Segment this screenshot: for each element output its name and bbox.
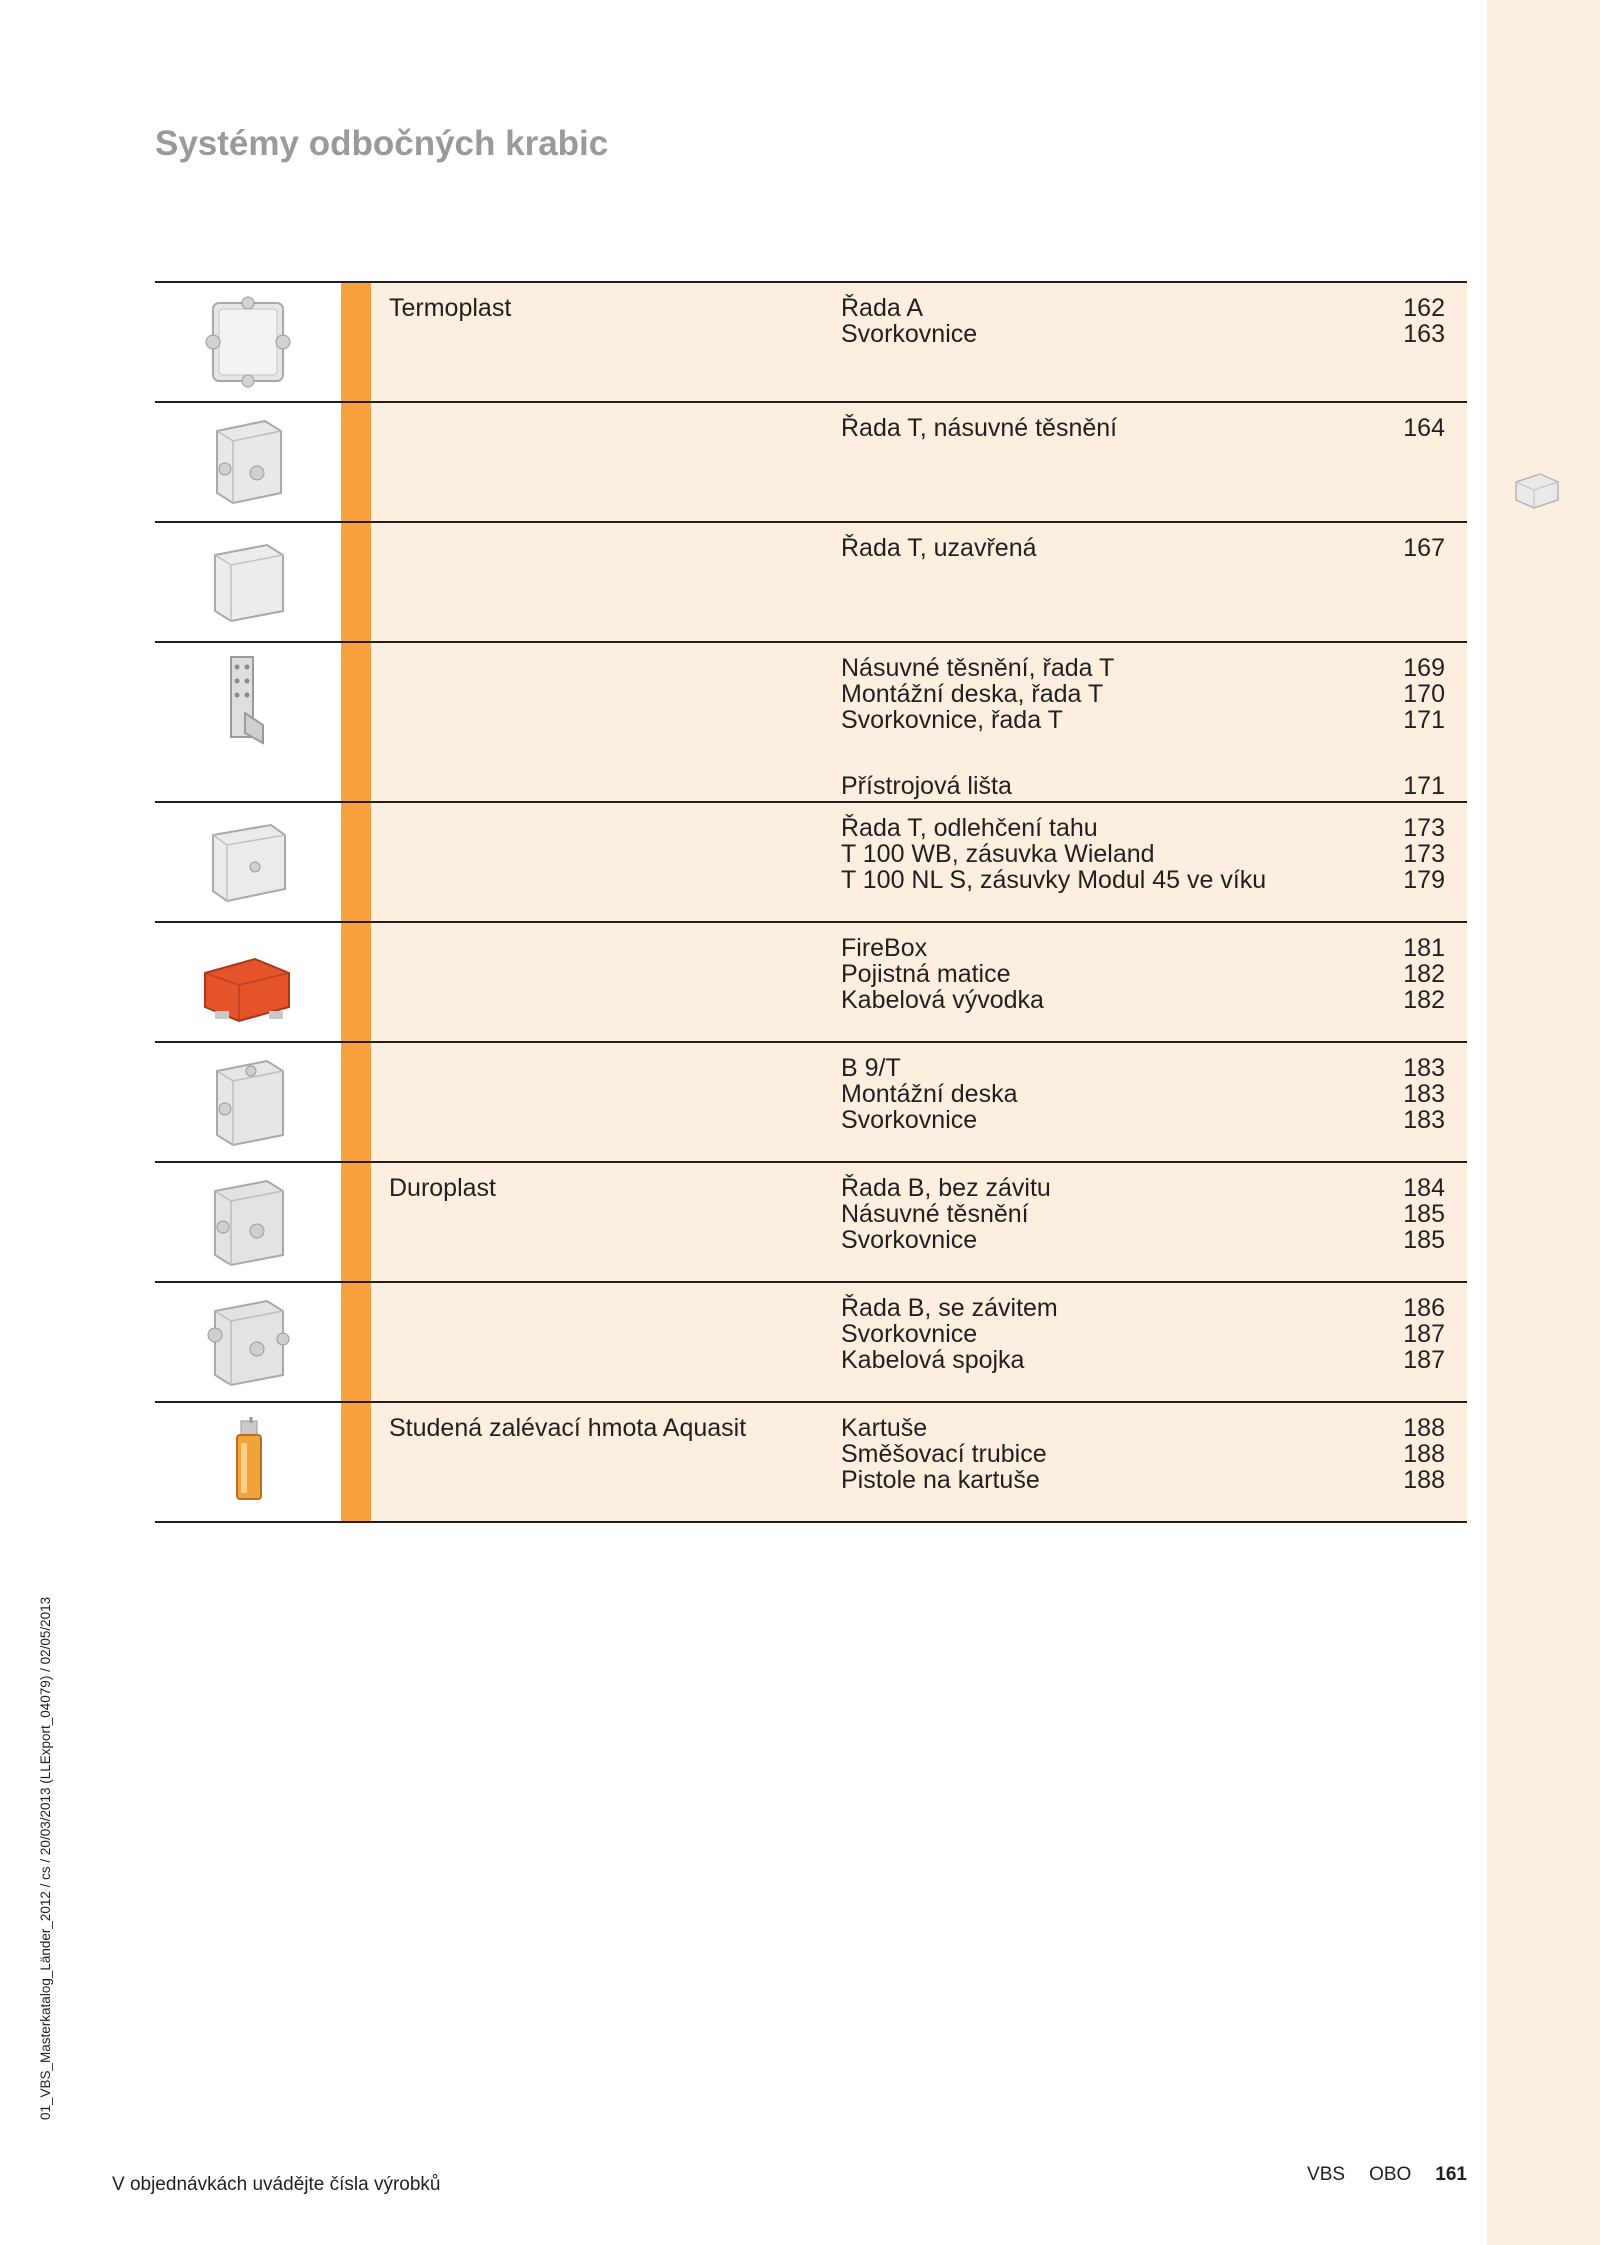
item-label: Násuvné těsnění, řada T [841, 654, 1115, 682]
item-page: 170 [1403, 680, 1445, 708]
item-label: Svorkovnice [841, 1226, 978, 1254]
grey-junction-box-b9-icon [185, 1053, 310, 1151]
table-row [155, 1041, 1467, 1161]
item-label: Kartuše [841, 1414, 928, 1442]
grey-junction-box-plug-seal-icon [185, 413, 310, 511]
list-item [841, 935, 1445, 961]
item-page: 185 [1403, 1200, 1445, 1228]
grey-junction-box-strain-relief-icon [185, 813, 310, 911]
list-item [841, 1175, 1445, 1201]
row-items [841, 655, 1445, 799]
table-row [155, 1161, 1467, 1281]
list-item [841, 1201, 1445, 1227]
item-page: 171 [1403, 706, 1445, 734]
table-row [155, 801, 1467, 921]
item-page: 179 [1403, 866, 1445, 894]
list-item [841, 655, 1445, 681]
table-row [155, 1401, 1467, 1523]
item-page: 187 [1403, 1346, 1445, 1374]
item-page: 182 [1403, 960, 1445, 988]
item-label: T 100 NL S, zásuvky Modul 45 ve víku [841, 866, 1267, 894]
row-items [841, 1055, 1445, 1133]
item-page: 187 [1403, 1320, 1445, 1348]
row-items [841, 1295, 1445, 1373]
table-row [155, 641, 1467, 801]
list-item [841, 841, 1445, 867]
list-item [841, 961, 1445, 987]
item-label: Svorkovnice [841, 1106, 978, 1134]
table-row [155, 921, 1467, 1041]
item-page: 183 [1403, 1106, 1445, 1134]
list-item [841, 295, 1445, 321]
item-label: FireBox [841, 934, 928, 962]
row-category: Studená zalévací hmota Aquasit [389, 1414, 747, 1442]
item-label: Svorkovnice [841, 320, 978, 348]
item-page: 162 [1403, 294, 1445, 322]
list-item [841, 1295, 1445, 1321]
side-tab-strip [1487, 0, 1600, 2245]
list-item [841, 1081, 1445, 1107]
item-label: Směšovací trubice [841, 1440, 1047, 1468]
item-label: Pistole na kartuše [841, 1466, 1040, 1494]
grey-junction-box-closed-icon [185, 533, 310, 631]
list-item [841, 1227, 1445, 1253]
row-category: Termoplast [389, 294, 512, 322]
footer-page-info [1307, 2164, 1467, 2186]
row-items [841, 535, 1445, 561]
page-title: Systémy odbočných krabic [155, 124, 609, 163]
item-page: 185 [1403, 1226, 1445, 1254]
aquasit-cartridge-icon [185, 1413, 310, 1511]
row-items [841, 1415, 1445, 1493]
list-item [841, 1321, 1445, 1347]
table-row [155, 401, 1467, 521]
grey-junction-box-threaded-icon [185, 1293, 310, 1391]
page-number: 161 [1435, 2164, 1467, 2185]
item-page: 186 [1403, 1294, 1445, 1322]
junction-box-thumbnail-icon [1510, 468, 1562, 512]
item-label: Montážní deska, řada T [841, 680, 1104, 708]
item-label: Přístrojová lišta [841, 772, 1012, 800]
list-item [841, 681, 1445, 707]
list-item [841, 815, 1445, 841]
item-page: 171 [1403, 772, 1445, 800]
item-page: 167 [1403, 534, 1445, 562]
footer-brand: OBO [1369, 2164, 1412, 2185]
item-page: 164 [1403, 414, 1445, 442]
list-item [841, 707, 1445, 733]
list-item [841, 1107, 1445, 1133]
item-page: 188 [1403, 1414, 1445, 1442]
list-item [841, 415, 1445, 441]
list-item [841, 773, 1445, 799]
item-label: Řada T, násuvné těsnění [841, 414, 1118, 442]
list-item [841, 535, 1445, 561]
item-page: 181 [1403, 934, 1445, 962]
item-page: 188 [1403, 1466, 1445, 1494]
item-label: Svorkovnice [841, 1320, 978, 1348]
row-items [841, 935, 1445, 1013]
row-items [841, 1175, 1445, 1253]
orange-firebox-icon [185, 933, 310, 1031]
item-page: 182 [1403, 986, 1445, 1014]
item-label: Svorkovnice, řada T [841, 706, 1063, 734]
item-label: Řada B, bez závitu [841, 1174, 1051, 1202]
vertical-print-note: 01_VBS_Masterkatalog_Länder_2012 / cs / 20/03/2013 (LLExport_04079) / 02/05/2013 [38, 1596, 53, 2120]
footer-section: VBS [1307, 2164, 1346, 2185]
list-item [841, 987, 1445, 1013]
list-item [841, 321, 1445, 347]
row-items [841, 815, 1445, 893]
row-items [841, 295, 1445, 347]
item-label: T 100 WB, zásuvka Wieland [841, 840, 1155, 868]
item-page: 173 [1403, 814, 1445, 842]
list-item [841, 1347, 1445, 1373]
table-row [155, 281, 1467, 401]
list-item [841, 867, 1445, 893]
table-row [155, 1281, 1467, 1401]
item-label: Kabelová spojka [841, 1346, 1025, 1374]
item-label: Násuvné těsnění [841, 1200, 1029, 1228]
item-label: Pojistná matice [841, 960, 1011, 988]
catalog-index-table [155, 281, 1467, 1523]
item-page: 169 [1403, 654, 1445, 682]
item-page: 183 [1403, 1054, 1445, 1082]
item-label: Řada B, se závitem [841, 1294, 1058, 1322]
list-item [841, 1441, 1445, 1467]
list-item [841, 1415, 1445, 1441]
item-page: 184 [1403, 1174, 1445, 1202]
row-items [841, 415, 1445, 441]
item-page: 163 [1403, 320, 1445, 348]
table-row [155, 521, 1467, 641]
item-page: 188 [1403, 1440, 1445, 1468]
item-label: Řada T, uzavřená [841, 534, 1037, 562]
row-category: Duroplast [389, 1174, 496, 1202]
item-label: Kabelová vývodka [841, 986, 1044, 1014]
list-item [841, 1467, 1445, 1493]
item-label: B 9/T [841, 1054, 901, 1082]
footer-note: V objednávkách uvádějte čísla výrobků [112, 2174, 441, 2195]
grey-junction-box-duroplast-icon [185, 1173, 310, 1271]
item-page: 173 [1403, 840, 1445, 868]
item-page: 183 [1403, 1080, 1445, 1108]
item-label: Řada T, odlehčení tahu [841, 814, 1098, 842]
item-label: Montážní deska [841, 1080, 1018, 1108]
mounting-plate-icon [185, 653, 310, 751]
list-item [841, 1055, 1445, 1081]
item-label: Řada A [841, 294, 924, 322]
grey-junction-box-icon [185, 293, 310, 391]
